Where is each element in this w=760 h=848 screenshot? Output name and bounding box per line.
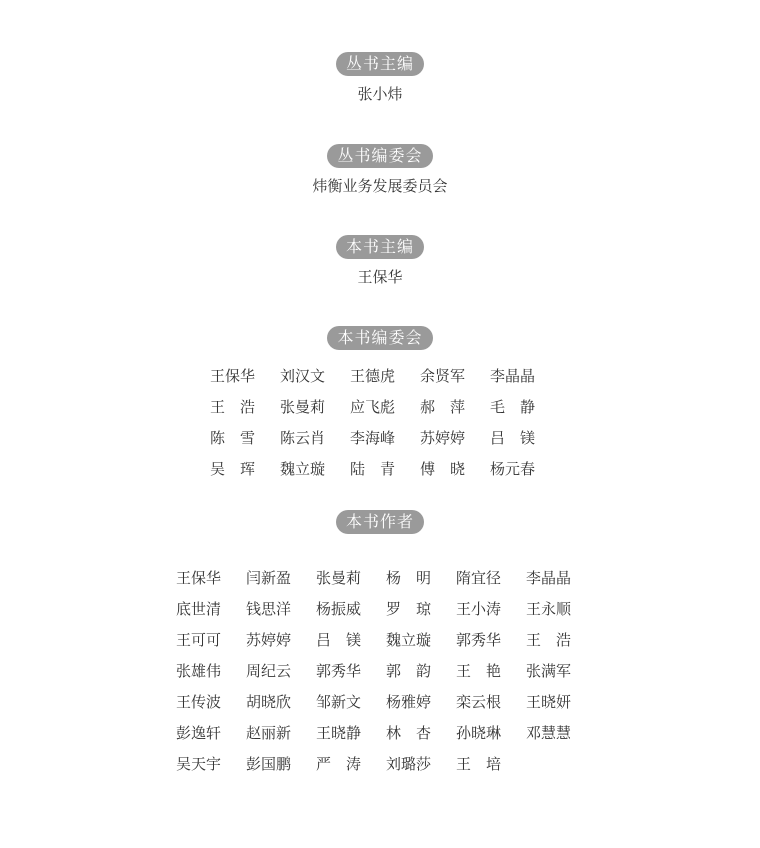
authors-row: [176, 686, 596, 717]
person-name: 彭国鹏: [246, 755, 292, 773]
book-committee-badge: 本书编委会: [327, 326, 432, 350]
person-name: 郝 萍: [420, 398, 466, 416]
person-name: 魏立璇: [386, 631, 432, 649]
book-authors-names: [176, 562, 596, 779]
book-editor-section: [0, 235, 760, 287]
person-name: 王德虎: [350, 367, 396, 385]
person-name: 毛 静: [490, 398, 536, 416]
committee-row: [210, 422, 560, 453]
series-committee-badge: 丛书编委会: [327, 144, 432, 168]
person-name: 吴 珲: [210, 460, 256, 478]
person-name: 吴天宇: [176, 755, 222, 773]
series-editor-name: 张小炜: [357, 85, 403, 103]
person-name: 杨雅婷: [386, 693, 432, 711]
person-name: 杨元春: [490, 460, 536, 478]
person-name: 王小涛: [456, 600, 502, 618]
person-name: 邹新文: [316, 693, 362, 711]
person-name: 吕 镁: [316, 631, 362, 649]
person-name: 孙晓琳: [456, 724, 502, 742]
person-name: 周纪云: [246, 662, 292, 680]
person-name: 陈 雪: [210, 429, 256, 447]
person-name: 陆 青: [350, 460, 396, 478]
series-editor-section: [0, 52, 760, 104]
series-committee-section: [0, 144, 760, 196]
person-name: 苏婷婷: [246, 631, 292, 649]
book-editor-badge: 本书主编: [336, 235, 424, 259]
person-name: 王 培: [456, 755, 502, 773]
person-name: 闫新盈: [246, 569, 292, 587]
person-name: 底世清: [176, 600, 222, 618]
authors-row: [176, 624, 596, 655]
person-name: 刘璐莎: [386, 755, 432, 773]
series-committee-name: 炜衡业务发展委员会: [312, 177, 448, 195]
person-name: 张雄伟: [176, 662, 222, 680]
person-name: 隋宜径: [456, 569, 502, 587]
person-name: 李晶晶: [526, 569, 572, 587]
book-committee-names: [210, 360, 560, 484]
committee-row: [210, 360, 560, 391]
committee-row: [210, 391, 560, 422]
book-authors-section: [0, 510, 760, 534]
person-name: 郭秀华: [316, 662, 362, 680]
person-name: 罗 琼: [386, 600, 432, 618]
person-name: 王可可: [176, 631, 222, 649]
person-name: 王 艳: [456, 662, 502, 680]
person-name: 张曼莉: [280, 398, 326, 416]
authors-row: [176, 562, 596, 593]
person-name: 郭 韵: [386, 662, 432, 680]
committee-row: [210, 453, 560, 484]
person-name: 张曼莉: [316, 569, 362, 587]
person-name: 苏婷婷: [420, 429, 466, 447]
person-name: 陈云肖: [280, 429, 326, 447]
person-name: 魏立璇: [280, 460, 326, 478]
book-editor-name: 王保华: [357, 268, 403, 286]
person-name: 李晶晶: [490, 367, 536, 385]
authors-row: [176, 655, 596, 686]
book-committee-section: [0, 326, 760, 350]
person-name: 邓慧慧: [526, 724, 572, 742]
person-name: 王 浩: [210, 398, 256, 416]
person-name: 张满军: [526, 662, 572, 680]
person-name: 栾云根: [456, 693, 502, 711]
person-name: 赵丽新: [246, 724, 292, 742]
person-name: 杨 明: [386, 569, 432, 587]
authors-row: [176, 593, 596, 624]
person-name: 刘汉文: [280, 367, 326, 385]
person-name: 胡晓欣: [246, 693, 292, 711]
person-name: 林 杏: [386, 724, 432, 742]
person-name: 王 浩: [526, 631, 572, 649]
person-name: 应飞彪: [350, 398, 396, 416]
person-name: 王传波: [176, 693, 222, 711]
person-name: 李海峰: [350, 429, 396, 447]
person-name: 钱思洋: [246, 600, 292, 618]
person-name: 王晓静: [316, 724, 362, 742]
person-name: 吕 镁: [490, 429, 536, 447]
series-editor-badge: 丛书主编: [336, 52, 424, 76]
person-name: 傅 晓: [420, 460, 466, 478]
person-name: 杨振威: [316, 600, 362, 618]
person-name: 王保华: [210, 367, 256, 385]
person-name: 余贤军: [420, 367, 466, 385]
authors-row: [176, 748, 596, 779]
person-name: 王保华: [176, 569, 222, 587]
person-name: 王永顺: [526, 600, 572, 618]
person-name: 严 涛: [316, 755, 362, 773]
book-authors-badge: 本书作者: [336, 510, 424, 534]
person-name: 王晓妍: [526, 693, 572, 711]
authors-row: [176, 717, 596, 748]
person-name: 彭逸轩: [176, 724, 222, 742]
person-name: 郭秀华: [456, 631, 502, 649]
